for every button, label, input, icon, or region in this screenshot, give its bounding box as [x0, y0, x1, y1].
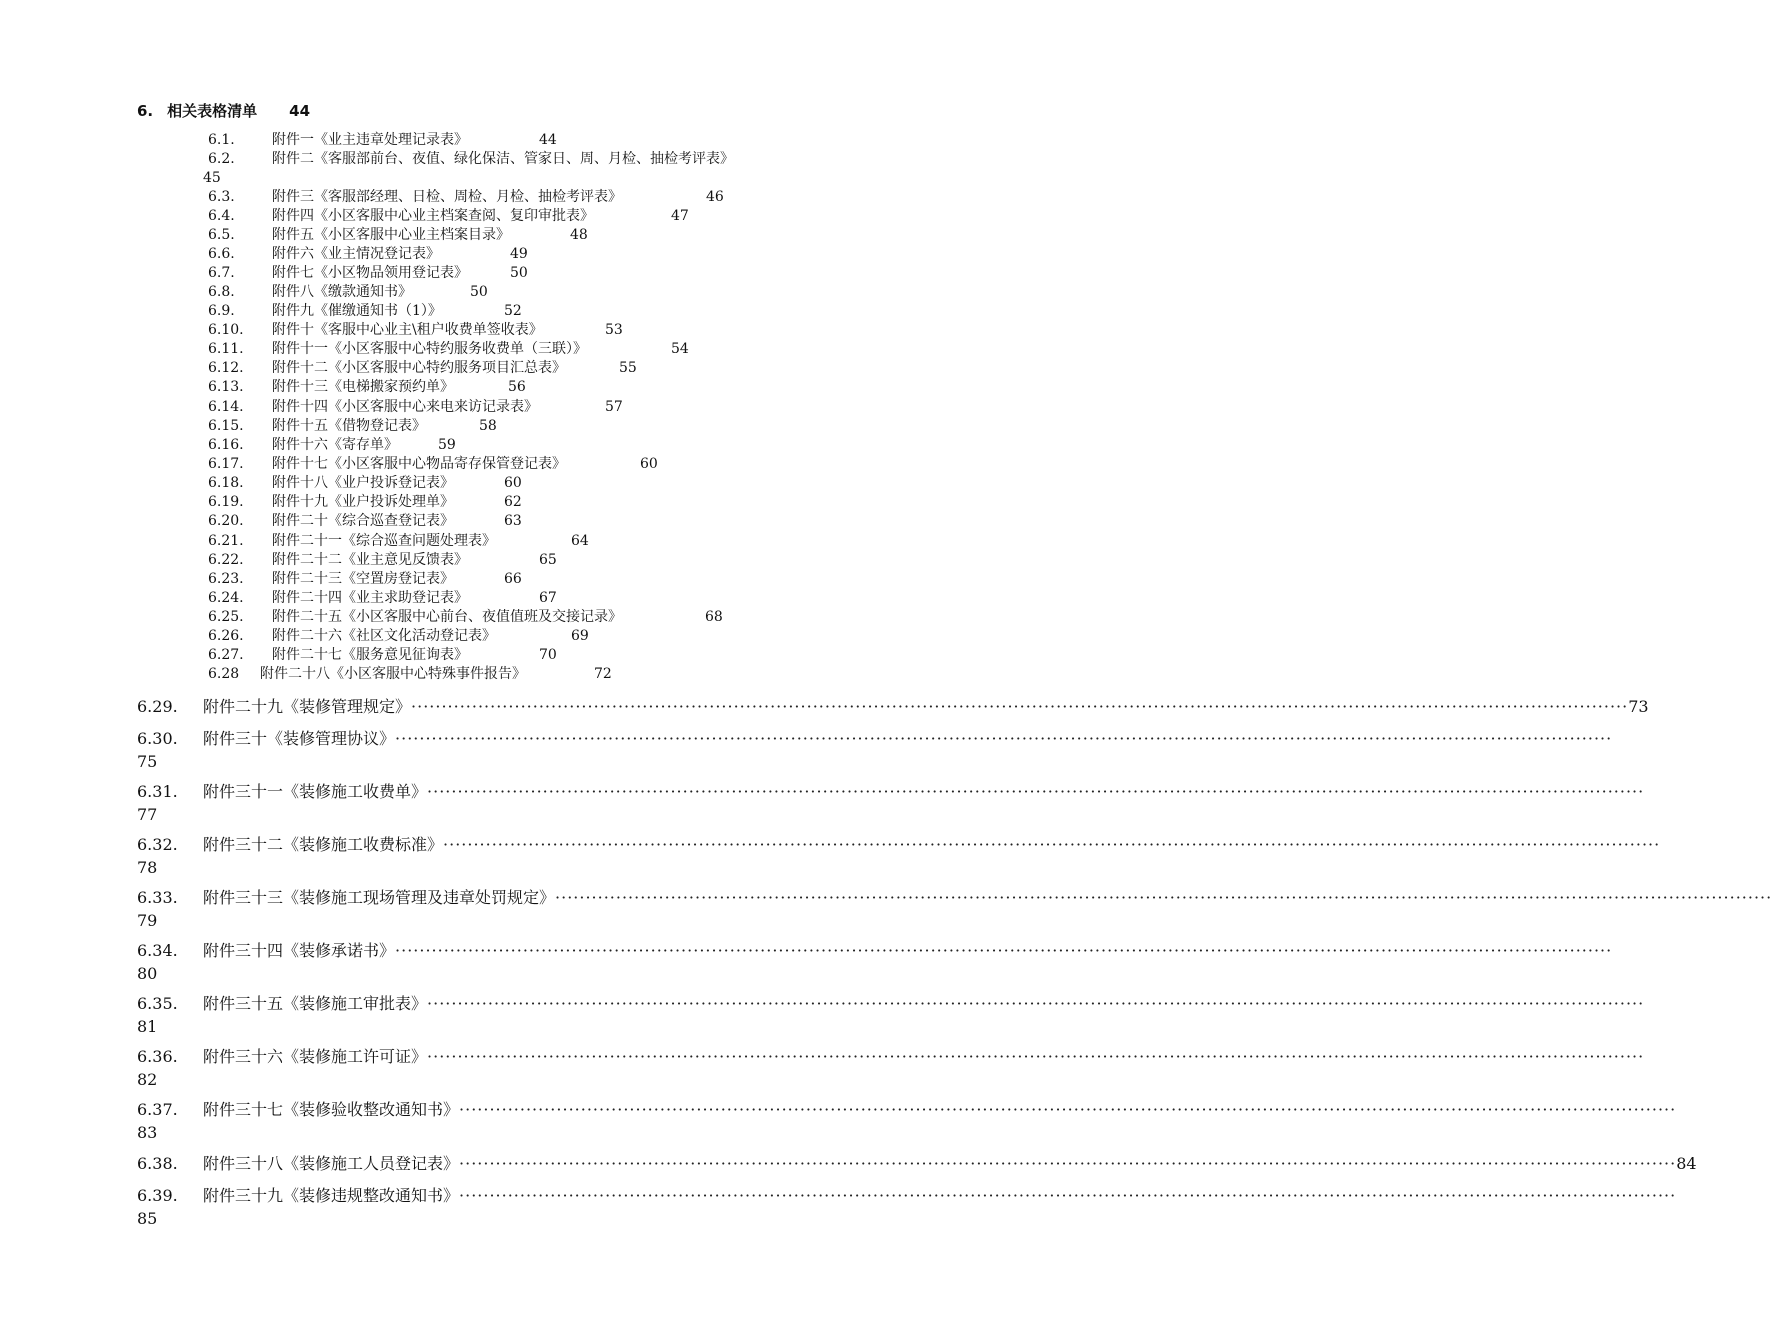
toc-entry-number: 6.9. — [208, 303, 235, 319]
toc-entry-title: 附件二十九《装修管理规定》 — [203, 697, 412, 716]
toc-entry[interactable] — [137, 1099, 1677, 1143]
toc-entry-title: 附件三十四《装修承诺书》 — [203, 941, 396, 960]
toc-entry-page: 68 — [705, 609, 723, 625]
toc-entry[interactable] — [137, 940, 1613, 984]
toc-entry-number: 6.8. — [208, 284, 235, 300]
toc-entry-page: 78 — [137, 858, 158, 877]
toc-entry-number: 6.38. — [137, 1154, 178, 1173]
toc-entry-number: 6.21. — [208, 533, 244, 549]
toc-entry[interactable] — [137, 728, 1613, 772]
toc-entry-number: 6.15. — [208, 418, 244, 434]
toc-entry-number: 6.34. — [137, 941, 178, 960]
toc-entry-title: 附件三十二《装修施工收费标准》 — [203, 835, 444, 854]
toc-entry-page: 54 — [671, 341, 689, 357]
toc-entry-number: 6.31. — [137, 782, 178, 801]
toc-entry-title: 附件三十五《装修施工审批表》 — [203, 994, 428, 1013]
toc-entry-number: 6.18. — [208, 475, 244, 491]
toc-entry-number: 6.35. — [137, 994, 178, 1013]
toc-entry-page: 48 — [570, 227, 588, 243]
toc-entry-title: 附件十《客服中心业主\租户收费单签收表》 — [272, 322, 543, 338]
toc-entry-title: 附件五《小区客服中心业主档案目录》 — [272, 227, 510, 243]
toc-entry-page: 50 — [470, 284, 488, 300]
toc-entry-page: 81 — [137, 1017, 158, 1036]
toc-entry-title: 附件二十三《空置房登记表》 — [272, 571, 454, 587]
toc-entry-number: 6.2. — [208, 151, 235, 167]
toc-entry-number: 6.24. — [208, 590, 244, 606]
toc-entry-title: 附件三十七《装修验收整改通知书》 — [203, 1100, 460, 1119]
toc-entry-number: 6.6. — [208, 246, 235, 262]
toc-entry-number: 6.39. — [137, 1186, 178, 1205]
section-title: 相关表格清单 — [167, 102, 258, 120]
toc-entry-number: 6.1. — [208, 132, 235, 148]
toc-entry-number: 6.5. — [208, 227, 235, 243]
toc-entry-title: 附件三《客服部经理、日检、周检、月检、抽检考评表》 — [272, 189, 622, 205]
toc-entry-title: 附件三十一《装修施工收费单》 — [203, 782, 428, 801]
toc-entry-page: 60 — [640, 456, 658, 472]
toc-entry-number: 6.37. — [137, 1100, 178, 1119]
toc-entry-title: 附件十五《借物登记表》 — [272, 418, 426, 434]
toc-entry-page: 46 — [706, 189, 724, 205]
toc-entry-title: 附件二十二《业主意见反馈表》 — [272, 552, 468, 568]
section-number: 6. — [137, 102, 154, 120]
toc-entry-page: 65 — [539, 552, 557, 568]
toc-entry-page: 85 — [137, 1209, 158, 1228]
toc-entry-page: 79 — [137, 911, 158, 930]
toc-entry-title: 附件十一《小区客服中心特约服务收费单（三联）》 — [272, 341, 587, 357]
toc-entry-page: 56 — [508, 379, 526, 395]
toc-entry-title: 附件一《业主违章处理记录表》 — [272, 132, 468, 148]
toc-entry-number: 6.19. — [208, 494, 244, 510]
toc-entry[interactable] — [137, 1153, 1697, 1174]
toc-entry-page: 63 — [504, 513, 522, 529]
toc-entry-title: 附件十八《业户投诉登记表》 — [272, 475, 454, 491]
toc-entry-page: 53 — [605, 322, 623, 338]
dot-leader: ········································································································································································································ — [555, 888, 1772, 907]
toc-entry-page: 52 — [504, 303, 522, 319]
toc-entry-number: 6.7. — [208, 265, 235, 281]
toc-entry-page: 47 — [671, 208, 689, 224]
toc-entry-page: 58 — [479, 418, 497, 434]
toc-entry-title: 附件二十八《小区客服中心特殊事件报告》 — [260, 666, 526, 682]
dot-leader: ········································································································································································································ — [395, 729, 1613, 748]
toc-entry-number: 6.29. — [137, 697, 178, 716]
toc-entry-page: 82 — [137, 1070, 158, 1089]
dot-leader: ········································································································································································································ — [443, 835, 1661, 854]
toc-entry-title: 附件二十《综合巡查登记表》 — [272, 513, 454, 529]
dot-leader: ········································································································································································································ — [411, 697, 1629, 716]
toc-entry-number: 6.4. — [208, 208, 235, 224]
toc-entry-number: 6.17. — [208, 456, 244, 472]
toc-entry-number: 6.11. — [208, 341, 244, 357]
toc-entry-page: 64 — [571, 533, 589, 549]
toc-entry-number: 6.13. — [208, 379, 244, 395]
toc-entry-title: 附件二十一《综合巡查问题处理表》 — [272, 533, 496, 549]
toc-entry-number: 6.16. — [208, 437, 244, 453]
toc-entry-title: 附件三十九《装修违规整改通知书》 — [203, 1186, 460, 1205]
toc-entry-title: 附件三十八《装修施工人员登记表》 — [203, 1154, 460, 1173]
toc-entry-title: 附件十七《小区客服中心物品寄存保管登记表》 — [272, 456, 566, 472]
dot-leader: ········································································································································································································ — [459, 1186, 1677, 1205]
toc-entry-page: 70 — [539, 647, 557, 663]
toc-entry[interactable] — [137, 781, 1645, 825]
section-heading — [137, 101, 310, 121]
toc-entry-page: 59 — [438, 437, 456, 453]
dot-leader: ········································································································································································································ — [427, 1047, 1645, 1066]
toc-entry[interactable] — [137, 1185, 1677, 1229]
toc-entry-number: 6.26. — [208, 628, 244, 644]
toc-entry[interactable] — [137, 993, 1645, 1037]
toc-entry-number: 6.36. — [137, 1047, 178, 1066]
toc-entry-page: 57 — [605, 399, 623, 415]
toc-entry-title: 附件三十三《装修施工现场管理及违章处罚规定》 — [203, 888, 556, 907]
toc-entry-page: 77 — [137, 805, 158, 824]
toc-entry-page: 73 — [1628, 697, 1649, 716]
toc-entry-number: 6.30. — [137, 729, 178, 748]
toc-entry-number: 6.12. — [208, 360, 244, 376]
dot-leader: ········································································································································································································ — [395, 941, 1613, 960]
toc-entry-page: 72 — [594, 666, 612, 682]
toc-entry-page: 69 — [571, 628, 589, 644]
toc-entry-title: 附件十三《电梯搬家预约单》 — [272, 379, 454, 395]
toc-entry-title: 附件十六《寄存单》 — [272, 437, 398, 453]
dot-leader: ········································································································································································································ — [427, 782, 1645, 801]
toc-entry-page: 84 — [1676, 1154, 1697, 1173]
toc-entry[interactable] — [137, 887, 1772, 931]
dot-leader: ········································································································································································································ — [459, 1154, 1677, 1173]
toc-entry[interactable] — [137, 834, 1661, 878]
toc-entry-page: 44 — [539, 132, 557, 148]
toc-entry-title: 附件六《业主情况登记表》 — [272, 246, 440, 262]
toc-entry-number: 6.32. — [137, 835, 178, 854]
section-page: 44 — [289, 102, 311, 120]
toc-entry-title: 附件七《小区物品领用登记表》 — [272, 265, 468, 281]
toc-entry-number: 6.25. — [208, 609, 244, 625]
toc-entry[interactable] — [137, 1046, 1645, 1090]
toc-entry-number: 6.27. — [208, 647, 244, 663]
toc-entry-title: 附件九《催缴通知书（1）》 — [272, 303, 442, 319]
dot-leader: ········································································································································································································ — [427, 994, 1645, 1013]
toc-entry-title: 附件十二《小区客服中心特约服务项目汇总表》 — [272, 360, 566, 376]
toc-entry-page: 67 — [539, 590, 557, 606]
toc-entry-number: 6.22. — [208, 552, 244, 568]
toc-entry-title: 附件三十《装修管理协议》 — [203, 729, 396, 748]
toc-entry-number: 6.3. — [208, 189, 235, 205]
toc-entry-title: 附件二十七《服务意见征询表》 — [272, 647, 468, 663]
toc-entry-page: 62 — [504, 494, 522, 510]
toc-entry-number: 6.33. — [137, 888, 178, 907]
toc-entry-number: 6.10. — [208, 322, 244, 338]
toc-entry-number: 6.14. — [208, 399, 244, 415]
toc-entry-number: 6.23. — [208, 571, 244, 587]
toc-entry-title: 附件二十四《业主求助登记表》 — [272, 590, 468, 606]
toc-entry-title: 附件二《客服部前台、夜值、绿化保洁、管家日、周、月检、抽检考评表》 — [272, 151, 734, 167]
toc-entry-title: 附件三十六《装修施工许可证》 — [203, 1047, 428, 1066]
toc-entry-page: 50 — [510, 265, 528, 281]
toc-entry-page: 80 — [137, 964, 158, 983]
toc-entry-page: 45 — [203, 170, 221, 186]
toc-entry-title: 附件十九《业户投诉处理单》 — [272, 494, 454, 510]
toc-entry-number: 6.28 — [208, 666, 240, 682]
toc-entry-title: 附件八《缴款通知书》 — [272, 284, 412, 300]
toc-entry-page: 75 — [137, 752, 158, 771]
toc-entry-title: 附件二十五《小区客服中心前台、夜值值班及交接记录》 — [272, 609, 622, 625]
toc-entry-title: 附件十四《小区客服中心来电来访记录表》 — [272, 399, 538, 415]
toc-entry[interactable] — [137, 696, 1649, 717]
toc-entry-page: 66 — [504, 571, 522, 587]
toc-entry-number: 6.20. — [208, 513, 244, 529]
toc-entry-title: 附件四《小区客服中心业主档案查阅、复印审批表》 — [272, 208, 594, 224]
toc-entry-page: 60 — [504, 475, 522, 491]
toc-entry-page: 49 — [510, 246, 528, 262]
toc-entry-title: 附件二十六《社区文化活动登记表》 — [272, 628, 496, 644]
toc-entry-page: 83 — [137, 1123, 158, 1142]
toc-entry-page: 55 — [619, 360, 637, 376]
dot-leader: ········································································································································································································ — [459, 1100, 1677, 1119]
